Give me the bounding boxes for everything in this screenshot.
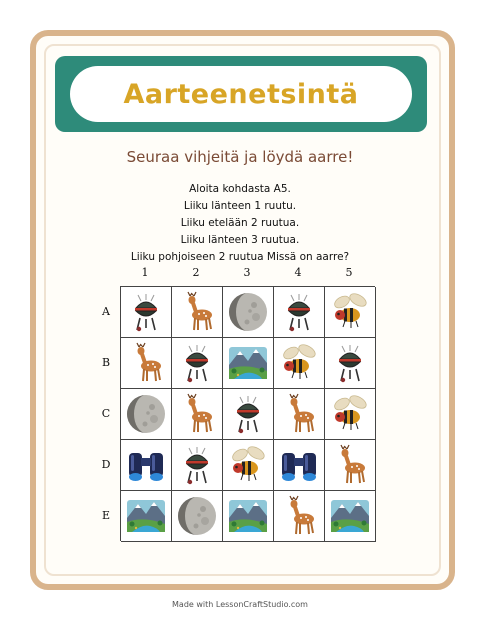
clue-line: Liiku länteen 1 ruutu.	[183, 200, 297, 212]
column-header: 4	[294, 266, 302, 279]
clue-line: Aloita kohdasta A5.	[189, 183, 291, 195]
deer-icon	[328, 443, 372, 487]
row-header: C	[101, 407, 111, 420]
bee-icon	[277, 341, 321, 385]
grill-icon	[328, 341, 372, 385]
grid-cell	[223, 440, 274, 491]
bee-icon	[226, 443, 270, 487]
grid-cell	[223, 338, 274, 389]
grill-icon	[175, 341, 219, 385]
moon-icon	[226, 290, 270, 334]
grid-cell	[274, 338, 325, 389]
grid-cell	[223, 389, 274, 440]
column-header: 3	[243, 266, 251, 279]
grid-cell	[223, 287, 274, 338]
moon-icon	[124, 392, 168, 436]
column-header: 5	[345, 266, 353, 279]
deer-icon	[277, 392, 321, 436]
grid-cell	[172, 440, 223, 491]
deer-icon	[175, 290, 219, 334]
landscape-icon	[226, 341, 270, 385]
clue-line: Liiku etelään 2 ruutua.	[180, 217, 300, 229]
row-header: B	[101, 356, 111, 369]
page-title: Aarteenetsintä	[123, 78, 359, 110]
grid-cell	[121, 287, 172, 338]
grid-cell	[223, 491, 274, 542]
grid-cell	[325, 338, 376, 389]
grill-icon	[277, 290, 321, 334]
column-header: 2	[192, 266, 200, 279]
column-header: 1	[141, 266, 149, 279]
grid-cell	[325, 491, 376, 542]
landscape-icon	[124, 494, 168, 538]
binoculars-icon	[277, 443, 321, 487]
deer-icon	[175, 392, 219, 436]
grill-icon	[175, 443, 219, 487]
deer-icon	[277, 494, 321, 538]
grid-cell	[121, 491, 172, 542]
bee-icon	[328, 392, 372, 436]
clue-line: Liiku pohjoiseen 2 ruutua Missä on aarre?	[130, 251, 350, 263]
grid-cell	[274, 440, 325, 491]
grid-cell	[274, 389, 325, 440]
grid-cell	[325, 440, 376, 491]
grid-cell	[325, 389, 376, 440]
landscape-icon	[328, 494, 372, 538]
moon-icon	[175, 494, 219, 538]
binoculars-icon	[124, 443, 168, 487]
treasure-grid	[120, 286, 375, 541]
deer-icon	[124, 341, 168, 385]
grid-cell	[172, 491, 223, 542]
grid-cell	[121, 389, 172, 440]
landscape-icon	[226, 494, 270, 538]
row-header: A	[102, 305, 110, 318]
bee-icon	[328, 290, 372, 334]
title-pill	[70, 66, 412, 122]
grid-cell	[325, 287, 376, 338]
grill-icon	[124, 290, 168, 334]
grid-cell	[172, 287, 223, 338]
grid-cell	[172, 338, 223, 389]
row-header: E	[101, 509, 111, 522]
footer-credit: Made with LessonCraftStudio.com	[172, 600, 308, 609]
row-header: D	[101, 458, 111, 471]
grid-cell	[121, 338, 172, 389]
grill-icon	[226, 392, 270, 436]
grid-cell	[274, 491, 325, 542]
grid-cell	[274, 287, 325, 338]
subtitle: Seuraa vihjeitä ja löydä aarre!	[126, 148, 354, 166]
grid-cell	[121, 440, 172, 491]
grid-cell	[172, 389, 223, 440]
clue-line: Liiku länteen 3 ruutua.	[180, 234, 300, 246]
clue-list	[0, 181, 480, 266]
